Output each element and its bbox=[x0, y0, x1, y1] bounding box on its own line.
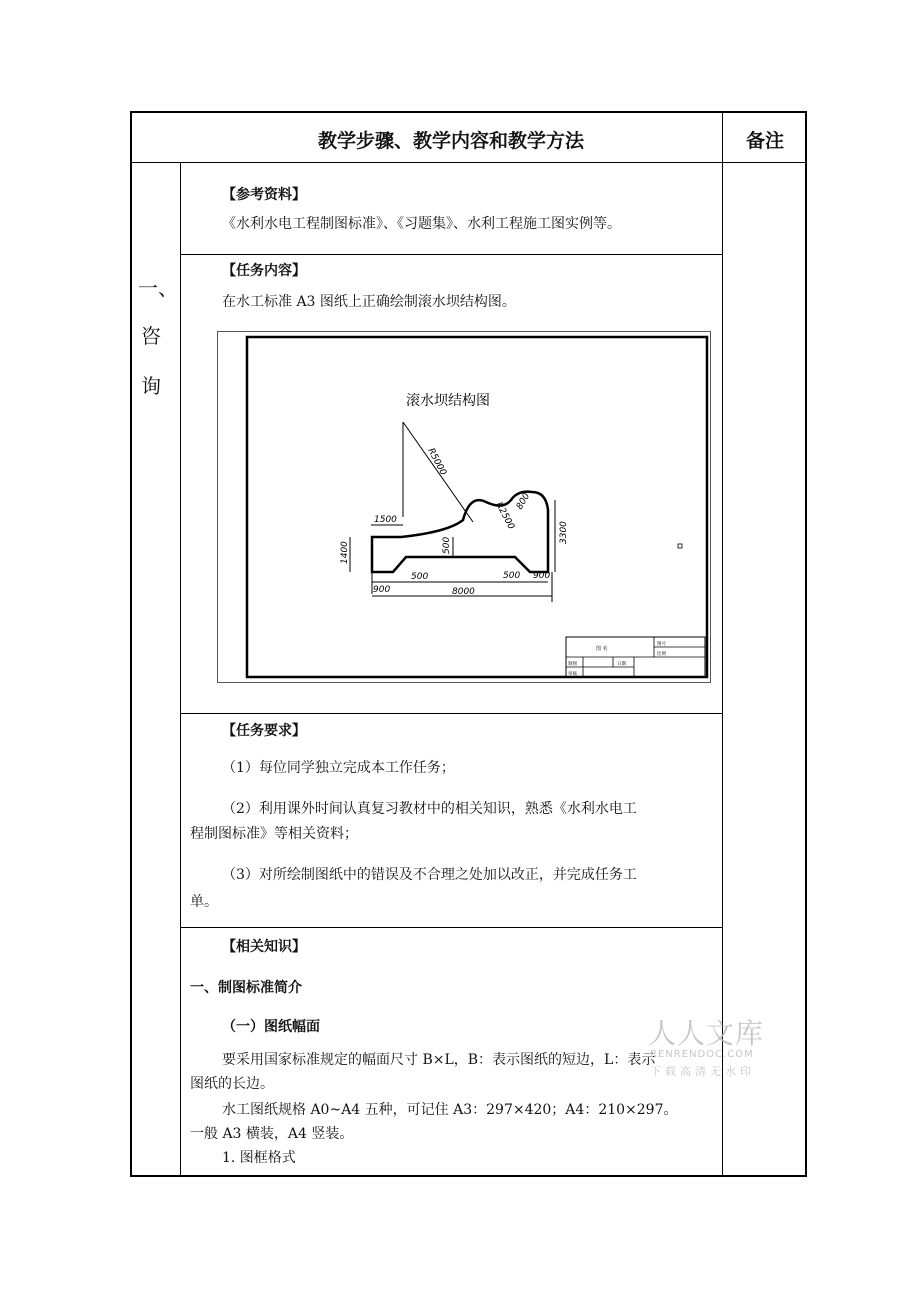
main-column-title: 教学步骤、教学内容和教学方法 bbox=[317, 130, 584, 152]
divider-reference bbox=[180, 254, 722, 255]
divider-task-content bbox=[180, 713, 722, 714]
watermark-url: RENRENDOC.COM bbox=[650, 1049, 754, 1060]
dim-1400: 1400 bbox=[340, 541, 350, 564]
dim-8000: 8000 bbox=[452, 587, 475, 597]
dim-r2500: R2500 bbox=[493, 500, 516, 532]
requirement-3-line2: 单。 bbox=[190, 894, 218, 910]
title-block-check: 审核 bbox=[568, 672, 577, 677]
knowledge-p1-line2: 图纸的长边。 bbox=[190, 1076, 274, 1092]
dim-1500: 1500 bbox=[374, 515, 397, 525]
divider-header bbox=[130, 162, 807, 163]
title-block-name: 图 名 bbox=[596, 646, 608, 652]
requirement-2-line2: 程制图标准》等相关资料； bbox=[190, 826, 358, 842]
requirements-title: 【任务要求】 bbox=[222, 723, 306, 739]
dim-500-a: 500 bbox=[411, 572, 429, 582]
side-label-line3: 询 bbox=[141, 374, 161, 398]
drawing-title: 滚水坝结构图 bbox=[406, 393, 490, 409]
title-block-num: 图号 bbox=[657, 642, 666, 647]
knowledge-p2-line2: 一般 A3 横装，A4 竖装。 bbox=[190, 1126, 354, 1142]
side-label-line2: 咨 bbox=[141, 324, 161, 348]
title-block-draw: 制图 bbox=[568, 662, 577, 667]
requirement-3-line1: （3）对所绘制图纸中的错误及不合理之处加以改正，并完成任务工 bbox=[222, 867, 637, 883]
marker-square bbox=[678, 544, 682, 548]
drawing-border bbox=[247, 337, 707, 677]
divider-requirements bbox=[180, 927, 722, 928]
dim-800: 800 bbox=[514, 491, 533, 512]
dim-r5000: R5000 bbox=[425, 446, 448, 478]
remarks-column-title: 备注 bbox=[745, 130, 784, 152]
dim-900-a: 900 bbox=[373, 585, 391, 595]
knowledge-p2-line1: 水工图纸规格 A0~A4 五种，可记住 A3：297×420；A4：210×297。 bbox=[222, 1102, 678, 1118]
dim-500-b: 500 bbox=[503, 571, 521, 581]
watermark-sub: 下载高清无水印 bbox=[650, 1065, 755, 1078]
knowledge-heading-2: （一）图纸幅面 bbox=[222, 1019, 320, 1035]
task-content-text: 在水工标准 A3 图纸上正确绘制滚水坝结构图。 bbox=[222, 294, 516, 310]
dim-900-b: 900 bbox=[533, 571, 551, 581]
task-content-title: 【任务内容】 bbox=[222, 263, 306, 279]
knowledge-p3: 1. 图框格式 bbox=[222, 1150, 296, 1166]
reference-text: 《水利水电工程制图标准》、《习题集》、水利工程施工图实例等。 bbox=[222, 216, 621, 232]
drawing-figure bbox=[217, 331, 711, 683]
requirement-2-line1: （2）利用课外时间认真复习教材中的相关知识，熟悉《水利水电工 bbox=[222, 801, 637, 817]
title-block-date: 日期 bbox=[617, 662, 626, 667]
dim-500-vertical: 500 bbox=[442, 536, 452, 554]
requirement-1: （1）每位同学独立完成本工作任务； bbox=[222, 760, 455, 776]
watermark-logo: 人人文库 bbox=[648, 1017, 765, 1050]
side-label-line1: 一、 bbox=[138, 276, 178, 300]
title-block bbox=[566, 637, 705, 677]
title-block-scale: 比例 bbox=[657, 652, 666, 657]
knowledge-p1-line1: 要采用国家标准规定的幅面尺寸 B×L，B：表示图纸的短边，L：表示 bbox=[222, 1052, 656, 1068]
knowledge-heading-1: 一、制图标准简介 bbox=[190, 980, 302, 996]
knowledge-title: 【相关知识】 bbox=[222, 939, 306, 955]
divider-col-side-right bbox=[180, 162, 181, 1177]
reference-title: 【参考资料】 bbox=[222, 187, 306, 203]
dim-3300: 3300 bbox=[559, 521, 569, 544]
